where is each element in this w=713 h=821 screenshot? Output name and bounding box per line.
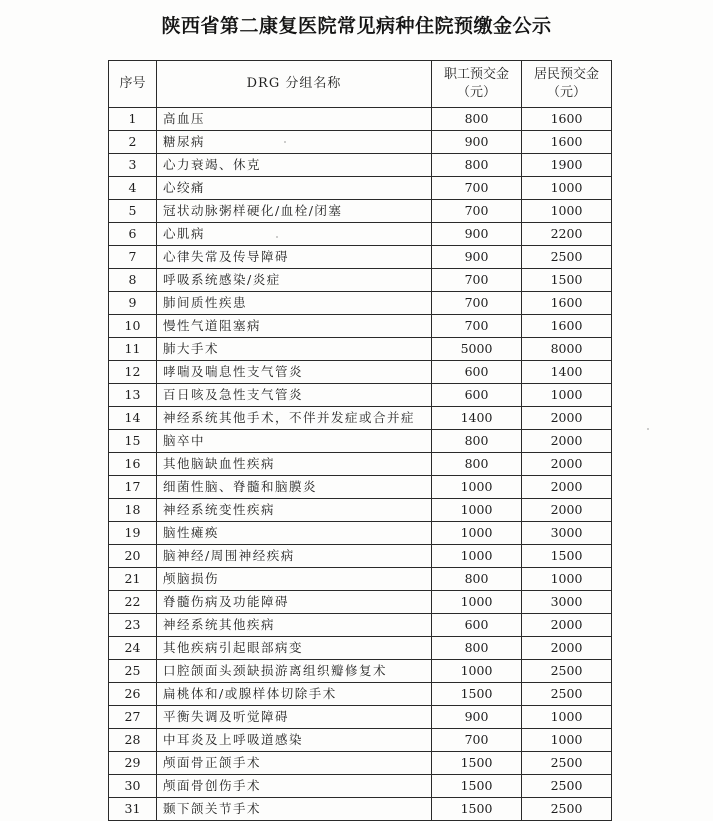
cell-employee-deposit: 600	[432, 361, 522, 384]
cell-employee-deposit: 600	[432, 614, 522, 637]
cell-employee-deposit: 1500	[432, 798, 522, 821]
cell-employee-deposit: 1000	[432, 545, 522, 568]
cell-resident-deposit: 2000	[522, 453, 612, 476]
cell-no: 3	[109, 154, 157, 177]
cell-drg-name: 神经系统变性疾病	[157, 499, 432, 522]
header-resident-deposit	[522, 61, 612, 108]
cell-resident-deposit: 1600	[522, 292, 612, 315]
cell-employee-deposit: 1000	[432, 660, 522, 683]
cell-resident-deposit: 2200	[522, 223, 612, 246]
cell-resident-deposit: 2000	[522, 430, 612, 453]
cell-resident-deposit: 2000	[522, 637, 612, 660]
cell-drg-name: 神经系统其他手术，不伴并发症或合并症	[157, 407, 432, 430]
cell-drg-name: 心力衰竭、休克	[157, 154, 432, 177]
cell-no: 23	[109, 614, 157, 637]
cell-resident-deposit: 2000	[522, 407, 612, 430]
cell-drg-name: 糖尿病	[157, 131, 432, 154]
cell-drg-name: 颞下颌关节手术	[157, 798, 432, 821]
cell-no: 15	[109, 430, 157, 453]
cell-employee-deposit: 700	[432, 177, 522, 200]
cell-employee-deposit: 1500	[432, 683, 522, 706]
header-no: 序号	[109, 61, 157, 108]
table-row	[109, 522, 612, 545]
cell-drg-name: 颅面骨正颌手术	[157, 752, 432, 775]
table-row	[109, 430, 612, 453]
cell-drg-name: 扁桃体和/或腺样体切除手术	[157, 683, 432, 706]
cell-employee-deposit: 800	[432, 430, 522, 453]
cell-no: 13	[109, 384, 157, 407]
table-row	[109, 706, 612, 729]
cell-drg-name: 脑卒中	[157, 430, 432, 453]
cell-employee-deposit: 700	[432, 315, 522, 338]
cell-no: 8	[109, 269, 157, 292]
cell-employee-deposit: 1500	[432, 775, 522, 798]
cell-employee-deposit: 1400	[432, 407, 522, 430]
cell-no: 14	[109, 407, 157, 430]
table-row	[109, 223, 612, 246]
cell-drg-name: 颅面骨创伤手术	[157, 775, 432, 798]
cell-drg-name: 冠状动脉粥样硬化/血栓/闭塞	[157, 200, 432, 223]
deposit-table	[108, 60, 612, 821]
table-row	[109, 453, 612, 476]
cell-employee-deposit: 800	[432, 108, 522, 131]
table-row	[109, 614, 612, 637]
header-resident-unit: （元）	[546, 85, 586, 100]
table-row	[109, 476, 612, 499]
cell-drg-name: 其他疾病引起眼部病变	[157, 637, 432, 660]
cell-resident-deposit: 2500	[522, 246, 612, 269]
cell-employee-deposit: 700	[432, 729, 522, 752]
cell-employee-deposit: 800	[432, 637, 522, 660]
cell-resident-deposit: 1000	[522, 729, 612, 752]
cell-no: 26	[109, 683, 157, 706]
cell-resident-deposit: 1000	[522, 200, 612, 223]
cell-drg-name: 百日咳及急性支气管炎	[157, 384, 432, 407]
cell-employee-deposit: 5000	[432, 338, 522, 361]
cell-no: 29	[109, 752, 157, 775]
header-employee-deposit	[432, 61, 522, 108]
table-row	[109, 200, 612, 223]
cell-resident-deposit: 2000	[522, 499, 612, 522]
table-body	[109, 108, 612, 821]
cell-employee-deposit: 1000	[432, 591, 522, 614]
table-row	[109, 683, 612, 706]
table-row	[109, 591, 612, 614]
cell-no: 27	[109, 706, 157, 729]
cell-employee-deposit: 700	[432, 292, 522, 315]
header-resident-label: 居民预交金	[533, 67, 599, 82]
cell-no: 12	[109, 361, 157, 384]
cell-resident-deposit: 1000	[522, 568, 612, 591]
cell-resident-deposit: 2500	[522, 683, 612, 706]
cell-drg-name: 其他脑缺血性疾病	[157, 453, 432, 476]
cell-employee-deposit: 600	[432, 384, 522, 407]
table-row	[109, 499, 612, 522]
cell-no: 9	[109, 292, 157, 315]
cell-employee-deposit: 800	[432, 568, 522, 591]
table-row	[109, 269, 612, 292]
cell-no: 20	[109, 545, 157, 568]
cell-resident-deposit: 1000	[522, 706, 612, 729]
table-header	[109, 61, 612, 108]
cell-no: 7	[109, 246, 157, 269]
table-row	[109, 637, 612, 660]
cell-resident-deposit: 1400	[522, 361, 612, 384]
table-row	[109, 108, 612, 131]
cell-resident-deposit: 2500	[522, 660, 612, 683]
cell-no: 10	[109, 315, 157, 338]
cell-employee-deposit: 700	[432, 269, 522, 292]
table-row	[109, 177, 612, 200]
cell-drg-name: 中耳炎及上呼吸道感染	[157, 729, 432, 752]
cell-employee-deposit: 900	[432, 706, 522, 729]
cell-resident-deposit: 1000	[522, 177, 612, 200]
cell-drg-name: 心肌病	[157, 223, 432, 246]
cell-employee-deposit: 900	[432, 131, 522, 154]
cell-no: 2	[109, 131, 157, 154]
cell-drg-name: 哮喘及喘息性支气管炎	[157, 361, 432, 384]
table-row	[109, 407, 612, 430]
cell-drg-name: 呼吸系统感染/炎症	[157, 269, 432, 292]
cell-drg-name: 肺大手术	[157, 338, 432, 361]
cell-resident-deposit: 1500	[522, 545, 612, 568]
header-drg-name: DRG 分组名称	[157, 61, 432, 108]
scan-speck	[284, 141, 286, 143]
cell-resident-deposit: 2000	[522, 614, 612, 637]
cell-drg-name: 心律失常及传导障碍	[157, 246, 432, 269]
cell-no: 18	[109, 499, 157, 522]
table-row	[109, 752, 612, 775]
cell-no: 4	[109, 177, 157, 200]
header-employee-label: 职工预交金	[443, 67, 509, 82]
cell-no: 22	[109, 591, 157, 614]
table-row	[109, 729, 612, 752]
table-row	[109, 338, 612, 361]
cell-resident-deposit: 2500	[522, 775, 612, 798]
cell-employee-deposit: 900	[432, 223, 522, 246]
table-row	[109, 568, 612, 591]
cell-resident-deposit: 3000	[522, 591, 612, 614]
cell-employee-deposit: 700	[432, 200, 522, 223]
header-row	[109, 61, 612, 108]
cell-drg-name: 脑性瘫痪	[157, 522, 432, 545]
cell-no: 1	[109, 108, 157, 131]
cell-no: 24	[109, 637, 157, 660]
cell-employee-deposit: 1000	[432, 499, 522, 522]
table-row	[109, 775, 612, 798]
cell-drg-name: 神经系统其他疾病	[157, 614, 432, 637]
cell-resident-deposit: 1000	[522, 384, 612, 407]
cell-resident-deposit: 1500	[522, 269, 612, 292]
table-row	[109, 545, 612, 568]
cell-resident-deposit: 1600	[522, 131, 612, 154]
table-row	[109, 798, 612, 821]
cell-no: 5	[109, 200, 157, 223]
cell-resident-deposit: 1900	[522, 154, 612, 177]
cell-resident-deposit: 2500	[522, 798, 612, 821]
cell-drg-name: 脊髓伤病及功能障碍	[157, 591, 432, 614]
document-title: 陕西省第二康复医院常见病种住院预缴金公示	[161, 15, 552, 37]
table-row	[109, 384, 612, 407]
cell-no: 6	[109, 223, 157, 246]
scan-speck	[276, 236, 278, 238]
table-row	[109, 660, 612, 683]
cell-employee-deposit: 1000	[432, 522, 522, 545]
cell-drg-name: 口腔颌面头颈缺损游离组织瓣修复术	[157, 660, 432, 683]
cell-resident-deposit: 2500	[522, 752, 612, 775]
cell-employee-deposit: 1000	[432, 476, 522, 499]
cell-no: 17	[109, 476, 157, 499]
table-row	[109, 315, 612, 338]
cell-employee-deposit: 800	[432, 154, 522, 177]
cell-drg-name: 肺间质性疾患	[157, 292, 432, 315]
cell-no: 19	[109, 522, 157, 545]
table-row	[109, 154, 612, 177]
table-row	[109, 131, 612, 154]
cell-resident-deposit: 2000	[522, 476, 612, 499]
table-row	[109, 246, 612, 269]
cell-resident-deposit: 8000	[522, 338, 612, 361]
cell-drg-name: 脑神经/周围神经疾病	[157, 545, 432, 568]
cell-drg-name: 高血压	[157, 108, 432, 131]
cell-resident-deposit: 3000	[522, 522, 612, 545]
cell-drg-name: 颅脑损伤	[157, 568, 432, 591]
cell-drg-name: 心绞痛	[157, 177, 432, 200]
header-employee-unit: （元）	[456, 85, 496, 100]
cell-no: 28	[109, 729, 157, 752]
cell-no: 21	[109, 568, 157, 591]
cell-employee-deposit: 800	[432, 453, 522, 476]
cell-employee-deposit: 1500	[432, 752, 522, 775]
scan-speck	[647, 428, 649, 430]
cell-drg-name: 细菌性脑、脊髓和脑膜炎	[157, 476, 432, 499]
cell-resident-deposit: 1600	[522, 108, 612, 131]
cell-no: 16	[109, 453, 157, 476]
cell-drg-name: 平衡失调及听觉障碍	[157, 706, 432, 729]
cell-no: 25	[109, 660, 157, 683]
table-row	[109, 361, 612, 384]
table-row	[109, 292, 612, 315]
cell-no: 31	[109, 798, 157, 821]
cell-resident-deposit: 1600	[522, 315, 612, 338]
cell-no: 30	[109, 775, 157, 798]
cell-employee-deposit: 900	[432, 246, 522, 269]
cell-drg-name: 慢性气道阻塞病	[157, 315, 432, 338]
cell-no: 11	[109, 338, 157, 361]
